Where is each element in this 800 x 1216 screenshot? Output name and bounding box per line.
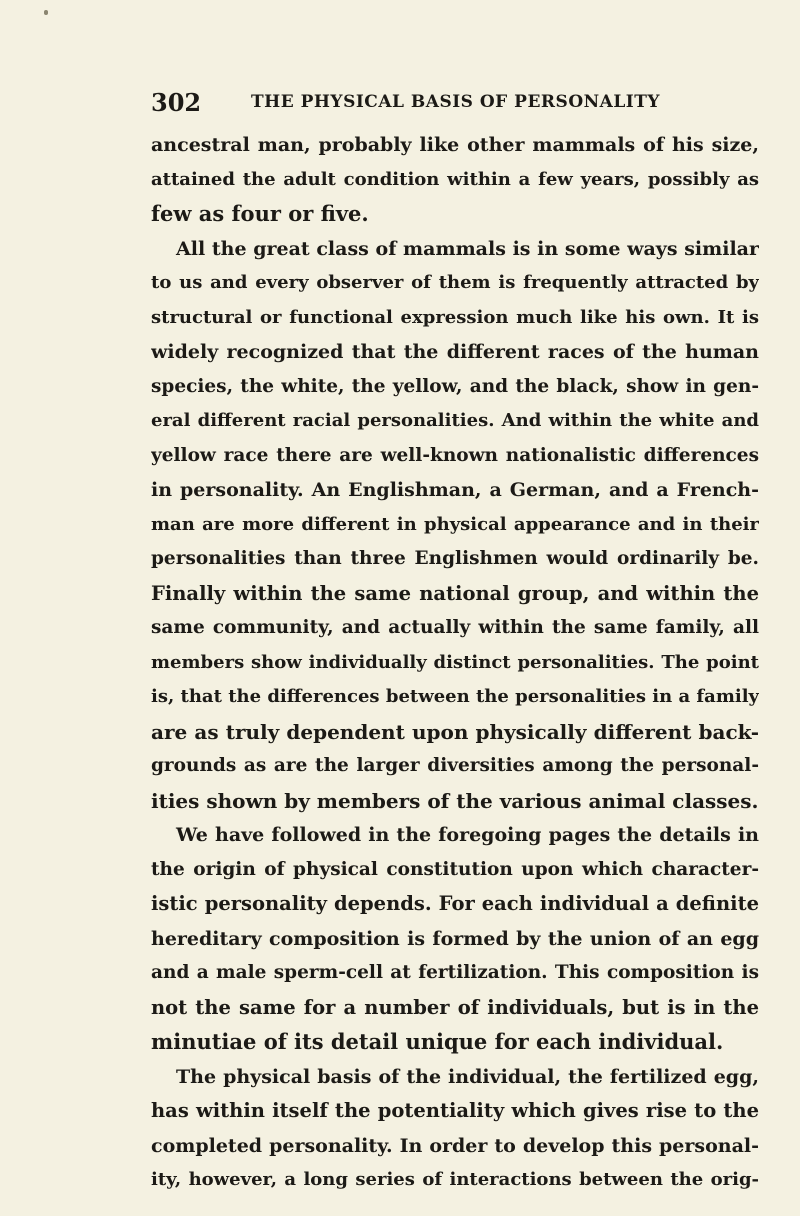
text-line: species, the white, the yellow, and the black, show in gen- [151,375,759,397]
text-line: Finally within the same national group, and within the [151,581,759,605]
text-line: We have followed in the foregoing pages the details in [176,824,759,846]
text-line: ity, however, a long series of interactions between the orig- [151,1169,759,1190]
text-line: minutiae of its detail unique for each individual. [151,1029,724,1054]
text-line: same community, and actually within the same family, all [151,617,759,638]
text-line: the origin of physical constitution upon which character- [151,858,759,880]
body-text [151,128,759,1198]
text-line: The physical basis of the individual, the fertilized egg, [176,1065,759,1088]
text-line: eral different racial personalities. And within the white and [151,410,759,431]
text-line: members show individually distinct personalities. The point [151,651,759,673]
text-line: yellow race there are well-known nationalistic differences [151,444,759,466]
text-line: and a male sperm-cell at fertilization. This composition is [151,962,759,983]
text-line: to us and every observer of them is frequently attracted by [151,272,759,293]
text-line: in personality. An Englishman, a German, and a French- [151,479,759,501]
text-line: ancestral man, probably like other mammals of his size, [151,134,759,156]
text-line: ities shown by members of the various animal classes. [151,788,759,813]
text-line: are as truly dependent upon physically different back- [151,719,759,744]
page-header [151,88,761,122]
text-line: not the same for a number of individuals, but is in the [151,995,759,1019]
text-line: man are more different in physical appearance and in their [151,513,759,535]
running-title: THE PHYSICAL BASIS OF PERSONALITY [251,92,661,112]
text-line: few as four or five. [151,201,369,226]
text-line: has within itself the potentiality which gives rise to the [151,1099,759,1122]
text-line: All the great class of mammals is in some ways similar [176,237,759,260]
text-line: hereditary composition is formed by the union of an egg [151,927,759,950]
text-line: is, that the differences between the personalities in a family [151,686,759,707]
text-line: grounds as are the larger diversities among the personal- [151,755,759,776]
text-line: personalities than three Englishmen would ordinarily be. [151,548,759,569]
text-line: completed personality. In order to develop this personal- [151,1134,759,1157]
text-line: istic personality depends. For each individual a definite [151,892,759,915]
text-line: attained the adult condition within a few years, possibly as [151,168,759,190]
text-line: structural or functional expression much like his own. It is [151,306,759,328]
page-number: 302 [151,88,202,117]
paper-speck [44,10,48,15]
text-line: widely recognized that the different races of the human [151,341,759,363]
